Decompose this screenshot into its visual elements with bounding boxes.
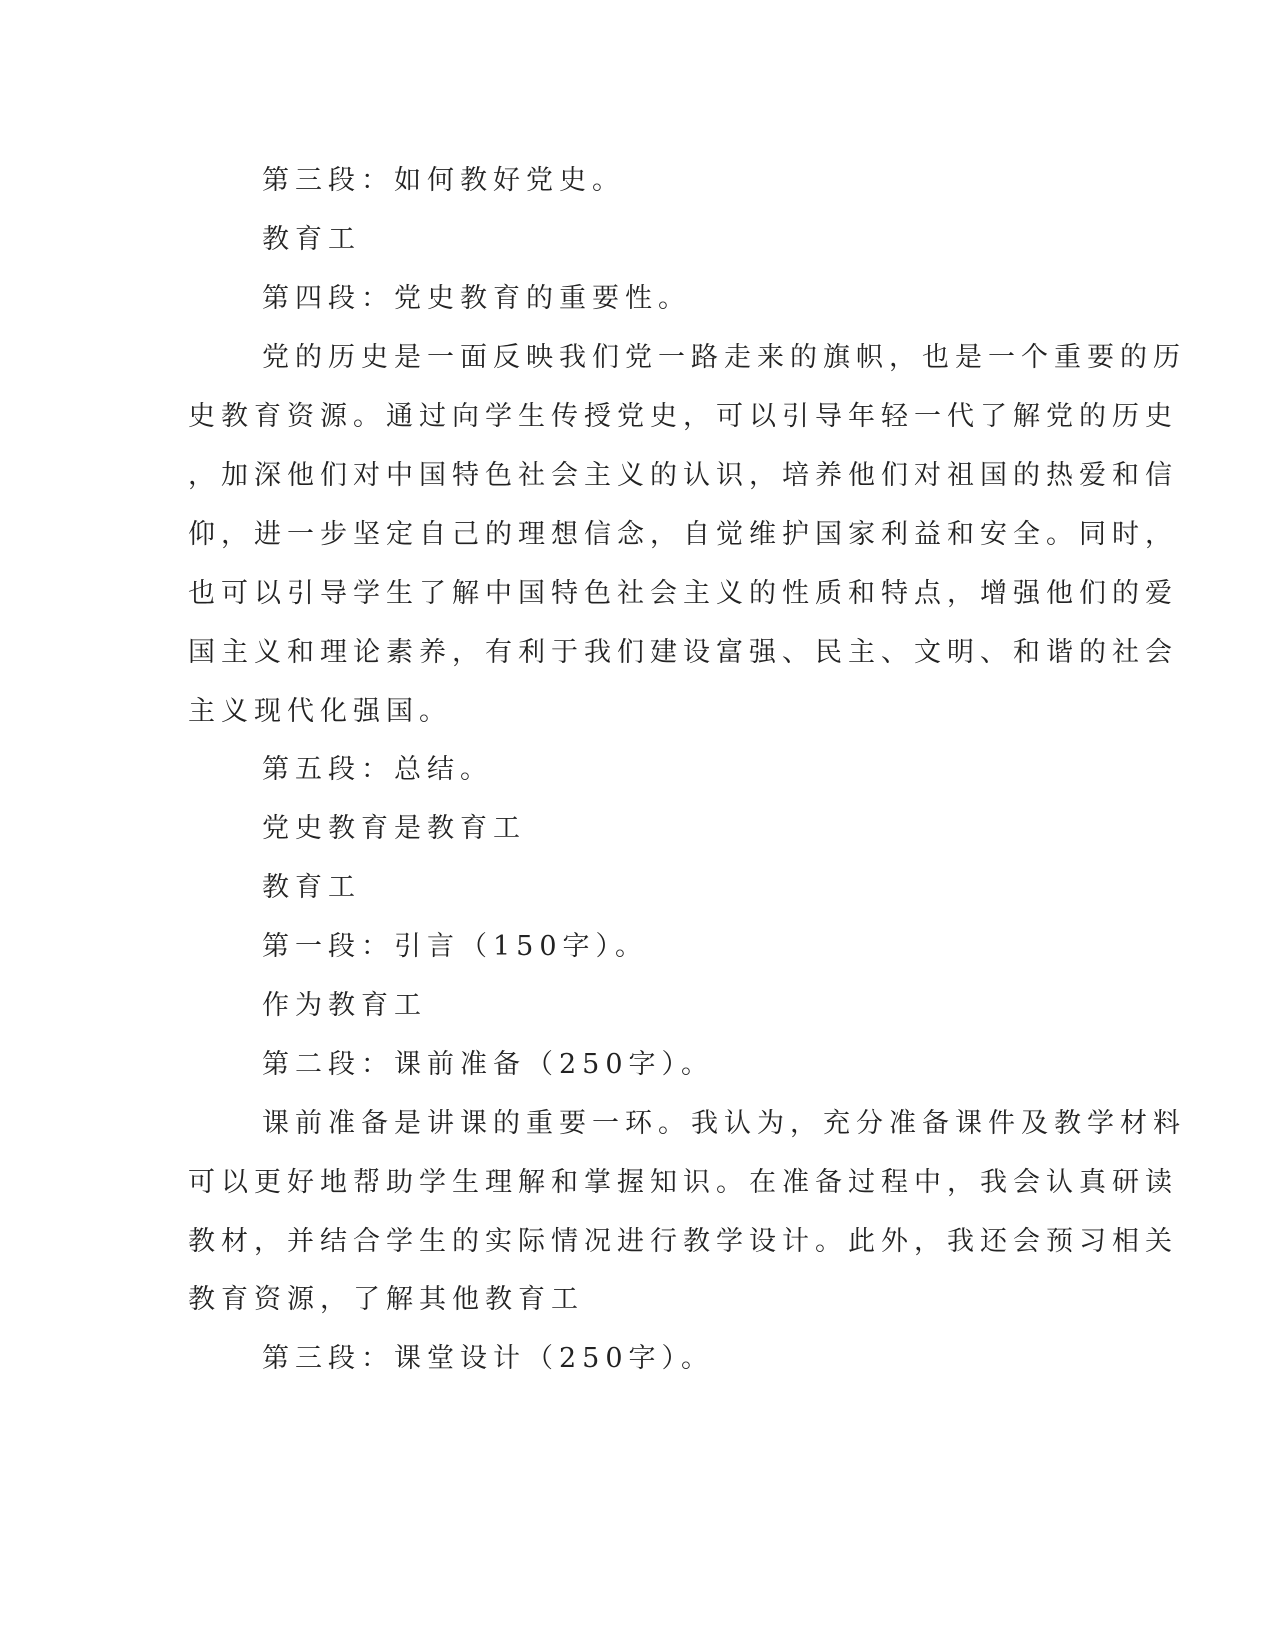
section-heading-5: 第五段：总结。 xyxy=(262,754,493,785)
paragraph-line: 主义现代化强国。 xyxy=(188,696,452,727)
paragraph-line: 国主义和理论素养，有利于我们建设富强、民主、文明、和谐的社会 xyxy=(188,637,1178,668)
paragraph-line: 课前准备是讲课的重要一环。我认为，充分准备课件及教学材料 xyxy=(262,1108,1186,1139)
section-heading-3: 第三段：课堂设计（250字）。 xyxy=(262,1343,715,1374)
text-line: 作为教育工 xyxy=(262,990,427,1021)
paragraph-line: 可以更好地帮助学生理解和掌握知识。在准备过程中，我会认真研读 xyxy=(188,1167,1178,1198)
text-line: 教育工 xyxy=(262,224,361,255)
paragraph-line: 也可以引导学生了解中国特色社会主义的性质和特点，增强他们的爱 xyxy=(188,578,1178,609)
paragraph-line: 史教育资源。通过向学生传授党史，可以引导年轻一代了解党的历史 xyxy=(188,401,1178,432)
section-heading-3: 第三段：如何教好党史。 xyxy=(262,165,625,196)
section-heading-4: 第四段：党史教育的重要性。 xyxy=(262,283,691,314)
paragraph-line: 党的历史是一面反映我们党一路走来的旗帜，也是一个重要的历 xyxy=(262,342,1186,373)
paragraph-line: 教育资源，了解其他教育工 xyxy=(188,1284,584,1315)
paragraph-line: ，加深他们对中国特色社会主义的认识，培养他们对祖国的热爱和信 xyxy=(188,460,1178,491)
text-line: 教育工 xyxy=(262,872,361,903)
section-heading-1: 第一段：引言（150字）。 xyxy=(262,931,649,962)
section-heading-2: 第二段：课前准备（250字）。 xyxy=(262,1049,715,1080)
paragraph-line: 教材，并结合学生的实际情况进行教学设计。此外，我还会预习相关 xyxy=(188,1226,1178,1257)
paragraph-line: 仰，进一步坚定自己的理想信念，自觉维护国家利益和安全。同时， xyxy=(188,519,1178,550)
text-line: 党史教育是教育工 xyxy=(262,813,526,844)
